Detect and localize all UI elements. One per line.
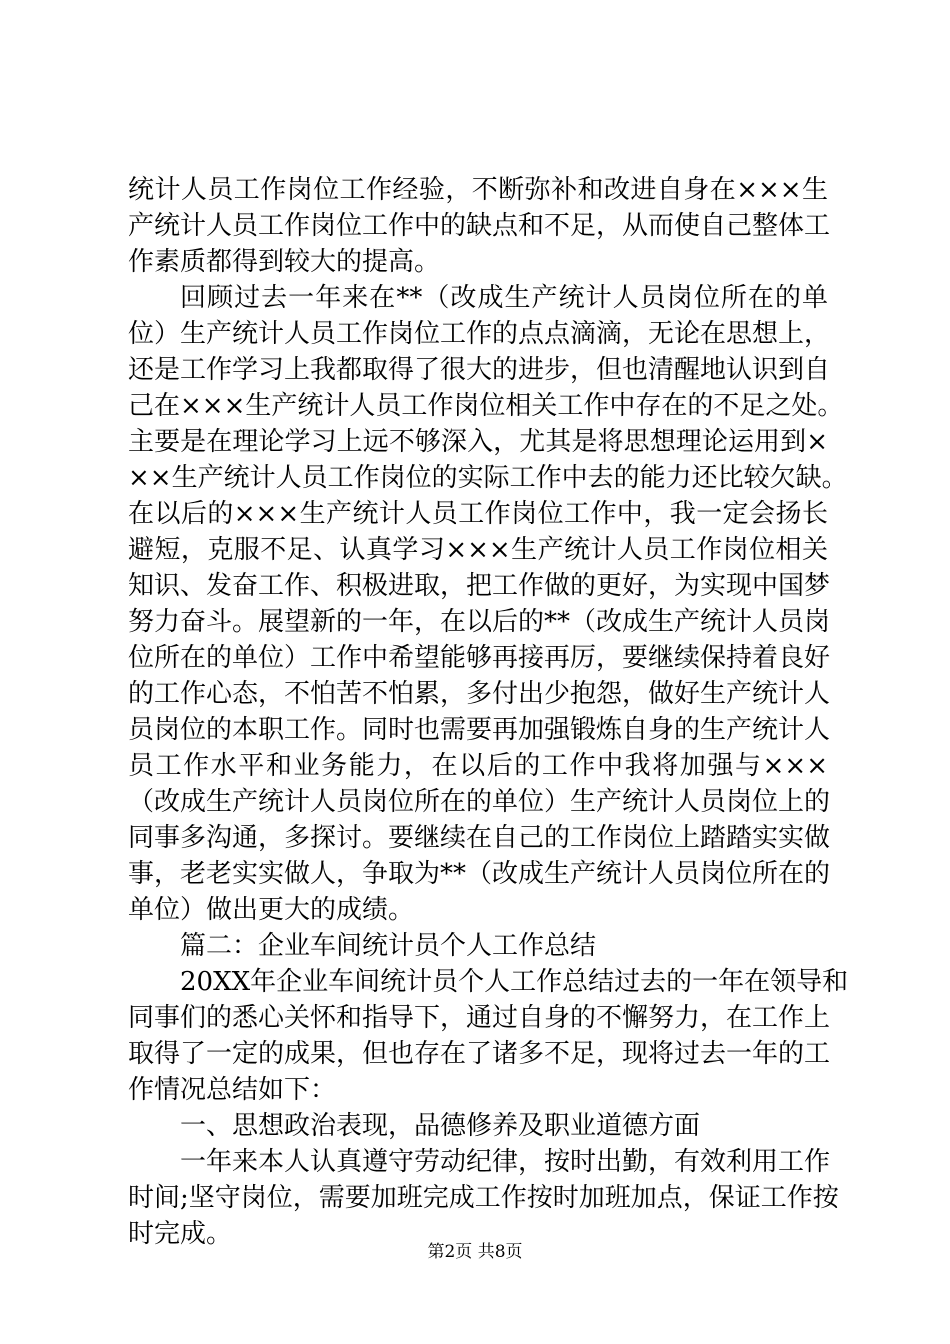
- paragraph-start-line: 回顾过去一年来在**（改成生产统计人员岗位所在的单: [180, 283, 828, 313]
- text-line: （改成生产统计人员岗位所在的单位）生产统计人员岗位上的: [128, 787, 831, 817]
- text-line: 避短，克服不足、认真学习×××生产统计人员工作岗位相关: [128, 535, 828, 565]
- paragraph-start-line: 20XX年企业车间统计员个人工作总结过去的一年在领导和: [180, 967, 849, 997]
- text-line: 作素质都得到较大的提高。: [128, 247, 441, 277]
- text-line: 单位）做出更大的成绩。: [128, 895, 415, 925]
- page-number-footer: 第2页 共8页: [427, 1242, 523, 1262]
- text-line: 己在×××生产统计人员工作岗位相关工作中存在的不足之处。: [128, 391, 844, 421]
- paragraph-start-line: 一年来本人认真遵守劳动纪律，按时出勤，有效利用工作: [180, 1147, 831, 1177]
- subsection-heading: 一、思想政治表现，品德修养及职业道德方面: [180, 1111, 701, 1141]
- text-line: 位所在的单位）工作中希望能够再接再厉，要继续保持着良好: [128, 643, 831, 673]
- text-line: 还是工作学习上我都取得了很大的进步，但也清醒地认识到自: [128, 355, 831, 385]
- text-line: 同事多沟通，多探讨。要继续在自己的工作岗位上踏踏实实做: [128, 823, 831, 853]
- text-line: 主要是在理论学习上远不够深入，尤其是将思想理论运用到×: [128, 427, 828, 457]
- text-line: 事，老老实实做人，争取为**（改成生产统计人员岗位所在的: [128, 859, 831, 889]
- text-line: 产统计人员工作岗位工作中的缺点和不足，从而使自己整体工: [128, 211, 831, 241]
- section-heading: 篇二：企业车间统计员个人工作总结: [180, 931, 597, 961]
- text-line: ××生产统计人员工作岗位的实际工作中去的能力还比较欠缺。: [128, 463, 848, 493]
- text-line: 员岗位的本职工作。同时也需要再加强锻炼自身的生产统计人: [128, 715, 831, 745]
- text-line: 时完成。: [128, 1219, 233, 1249]
- text-line: 员工作水平和业务能力，在以后的工作中我将加强与×××: [128, 751, 828, 781]
- text-line: 作情况总结如下：: [128, 1075, 337, 1105]
- text-line: 位）生产统计人员工作岗位工作的点点滴滴，无论在思想上，: [128, 319, 831, 349]
- text-line: 在以后的×××生产统计人员工作岗位工作中，我一定会扬长: [128, 499, 828, 529]
- text-line: 的工作心态，不怕苦不怕累，多付出少抱怨，做好生产统计人: [128, 679, 831, 709]
- text-line: 时间;坚守岗位，需要加班完成工作按时加班加点，保证工作按: [128, 1183, 839, 1213]
- text-line: 同事们的悉心关怀和指导下，通过自身的不懈努力，在工作上: [128, 1003, 831, 1033]
- text-line: 统计人员工作岗位工作经验，不断弥补和改进自身在×××生: [128, 175, 828, 205]
- text-line: 努力奋斗。展望新的一年，在以后的**（改成生产统计人员岗: [128, 607, 831, 637]
- text-line: 取得了一定的成果，但也存在了诸多不足，现将过去一年的工: [128, 1039, 831, 1069]
- text-line: 知识、发奋工作、积极进取，把工作做的更好，为实现中国梦: [128, 571, 831, 601]
